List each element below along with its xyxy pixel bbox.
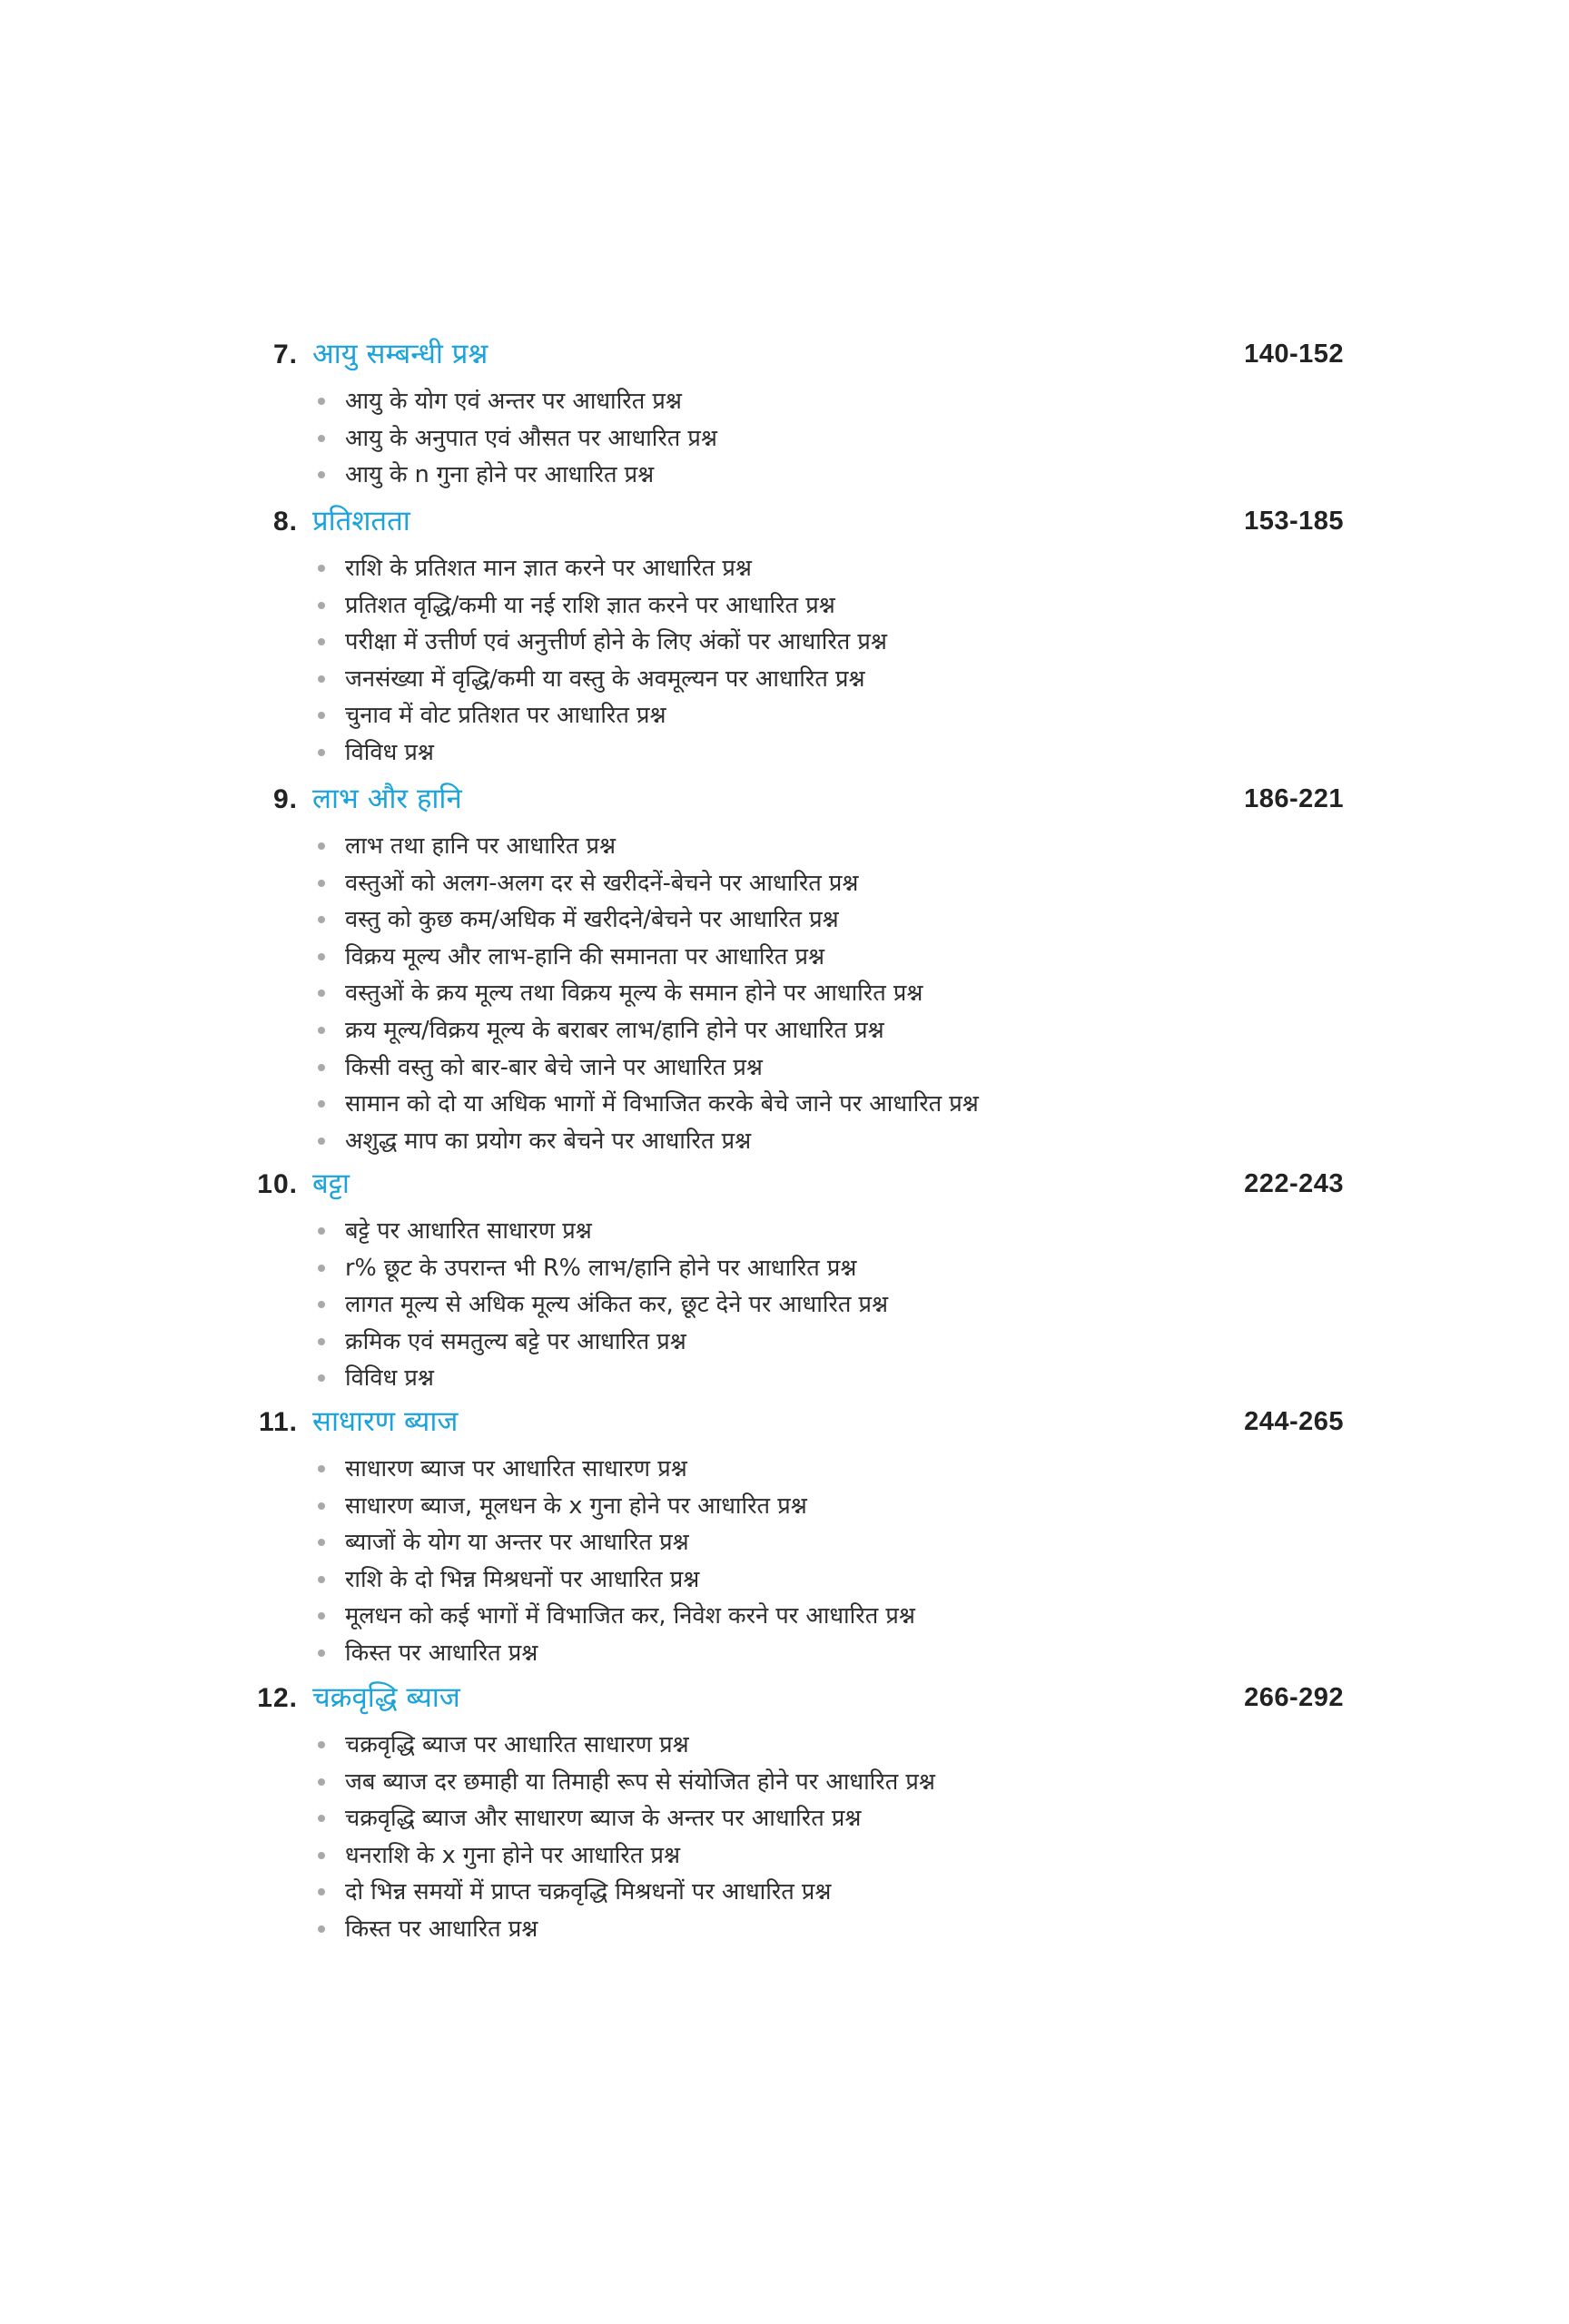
topic-item bbox=[0, 1360, 1569, 1397]
bullet-icon bbox=[318, 1852, 325, 1859]
chapter-section bbox=[0, 783, 1569, 1159]
topic-item bbox=[0, 1800, 1569, 1837]
topic-item bbox=[0, 1213, 1569, 1250]
chapter-page-range[interactable]: 222-243 bbox=[1244, 1169, 1344, 1198]
topic-text: विक्रय मूल्य और लाभ-हानि की समानता पर आधारित प्रश्न bbox=[345, 942, 825, 970]
topic-item bbox=[0, 828, 1569, 865]
bullet-icon bbox=[318, 1338, 325, 1345]
bullet-icon bbox=[318, 675, 325, 683]
chapter-section bbox=[0, 1681, 1569, 1948]
topic-text: वस्तुओं को अलग-अलग दर से खरीदनें-बेचने पर आधारित प्रश्न bbox=[345, 869, 859, 897]
topic-list bbox=[0, 828, 1569, 1159]
chapter-page-range[interactable]: 266-292 bbox=[1244, 1683, 1344, 1712]
topic-text: आयु के योग एवं अन्तर पर आधारित प्रश्न bbox=[345, 388, 682, 415]
topic-item bbox=[0, 1250, 1569, 1287]
topic-item bbox=[0, 1561, 1569, 1599]
topic-text: क्रय मूल्य/विक्रय मूल्य के बराबर लाभ/हानि होने पर आधारित प्रश्न bbox=[345, 1016, 884, 1044]
topic-item bbox=[0, 624, 1569, 661]
chapter-title[interactable]: बट्टा bbox=[312, 1167, 350, 1200]
topic-item bbox=[0, 697, 1569, 734]
bullet-icon bbox=[318, 1576, 325, 1583]
topic-text: विविध प्रश्न bbox=[345, 1364, 434, 1393]
topic-item bbox=[0, 550, 1569, 587]
topic-item bbox=[0, 901, 1569, 939]
bullet-icon bbox=[318, 471, 325, 478]
topic-item bbox=[0, 457, 1569, 494]
chapter-number: 8. bbox=[272, 507, 298, 537]
topic-text: लाभ तथा हानि पर आधारित प्रश्न bbox=[345, 832, 617, 860]
bullet-icon bbox=[318, 880, 325, 887]
bullet-icon bbox=[318, 565, 325, 572]
topic-list bbox=[0, 383, 1569, 494]
bullet-icon bbox=[318, 1612, 325, 1620]
topic-text: साधारण ब्याज, मूलधन के x गुना होने पर आधारित प्रश्न bbox=[345, 1492, 807, 1520]
topic-text: किस्त पर आधारित प्रश्न bbox=[345, 1639, 538, 1667]
chapter-section bbox=[0, 1405, 1569, 1672]
topic-text: दो भिन्न समयों में प्राप्त चक्रवृद्धि मिश्रधनों पर आधारित प्रश्न bbox=[345, 1878, 832, 1906]
bullet-icon bbox=[318, 1100, 325, 1108]
chapter-heading bbox=[0, 338, 1569, 383]
bullet-icon bbox=[318, 1465, 325, 1472]
bullet-icon bbox=[318, 1137, 325, 1145]
bullet-icon bbox=[318, 1778, 325, 1786]
chapter-heading bbox=[0, 1167, 1569, 1213]
bullet-icon bbox=[318, 1539, 325, 1546]
topic-item bbox=[0, 1635, 1569, 1672]
topic-item bbox=[0, 1598, 1569, 1635]
bullet-icon bbox=[318, 1064, 325, 1071]
bullet-icon bbox=[318, 435, 325, 442]
topic-list bbox=[0, 1451, 1569, 1672]
topic-text: जनसंख्या में वृद्धि/कमी या वस्तु के अवमूल्यन पर आधारित प्रश्न bbox=[345, 665, 865, 693]
chapter-section bbox=[0, 338, 1569, 494]
bullet-icon bbox=[318, 1265, 325, 1272]
topic-item bbox=[0, 1086, 1569, 1123]
topic-list bbox=[0, 1213, 1569, 1397]
topic-text: आयु के अनुपात एवं औसत पर आधारित प्रश्न bbox=[345, 424, 717, 452]
chapter-number: 7. bbox=[272, 340, 298, 369]
topic-text: लागत मूल्य से अधिक मूल्य अंकित कर, छूट देने पर आधारित प्रश्न bbox=[345, 1291, 889, 1319]
chapter-title[interactable]: चक्रवृद्धि ब्याज bbox=[312, 1681, 460, 1714]
topic-text: धनराशि के x गुना होने पर आधारित प्रश्न bbox=[345, 1841, 681, 1869]
topic-text: चक्रवृद्धि ब्याज और साधारण ब्याज के अन्तर पर आधारित प्रश्न bbox=[345, 1805, 862, 1833]
topic-text: सामान को दो या अधिक भागों में विभाजित करके बेचे जाने पर आधारित प्रश्न bbox=[345, 1090, 979, 1118]
bullet-icon bbox=[318, 1227, 325, 1235]
topic-item bbox=[0, 1049, 1569, 1087]
topic-text: बट्टे पर आधारित साधारण प्रश्न bbox=[345, 1217, 592, 1245]
chapter-heading bbox=[0, 1405, 1569, 1451]
topic-item bbox=[0, 1764, 1569, 1801]
bullet-icon bbox=[318, 1888, 325, 1896]
topic-item bbox=[0, 1727, 1569, 1764]
topic-list bbox=[0, 550, 1569, 772]
chapter-number: 12. bbox=[257, 1683, 298, 1713]
topic-item bbox=[0, 734, 1569, 772]
chapter-page-range[interactable]: 186-221 bbox=[1244, 784, 1344, 813]
bullet-icon bbox=[318, 842, 325, 850]
bullet-icon bbox=[318, 916, 325, 923]
topic-item bbox=[0, 1012, 1569, 1049]
bullet-icon bbox=[318, 1502, 325, 1510]
chapter-heading bbox=[0, 505, 1569, 550]
topic-item bbox=[0, 865, 1569, 902]
topic-text: r% छूट के उपरान्त भी R% लाभ/हानि होने पर आधारित प्रश्न bbox=[345, 1254, 857, 1282]
topic-text: राशि के प्रतिशत मान ज्ञात करने पर आधारित प्रश्न bbox=[345, 555, 752, 582]
chapter-number: 9. bbox=[272, 784, 298, 814]
topic-item bbox=[0, 939, 1569, 976]
topic-list bbox=[0, 1727, 1569, 1948]
topic-item bbox=[0, 1123, 1569, 1160]
chapter-page-range[interactable]: 153-185 bbox=[1244, 507, 1344, 536]
chapter-title[interactable]: प्रतिशतता bbox=[312, 505, 410, 537]
topic-text: राशि के दो भिन्न मिश्रधनों पर आधारित प्रश्न bbox=[345, 1565, 700, 1593]
topic-item bbox=[0, 1451, 1569, 1488]
topic-text: अशुद्ध माप का प्रयोग कर बेचने पर आधारित प्रश्न bbox=[345, 1127, 752, 1155]
chapter-number: 10. bbox=[257, 1169, 298, 1199]
bullet-icon bbox=[318, 712, 325, 719]
topic-item bbox=[0, 587, 1569, 625]
chapter-section bbox=[0, 505, 1569, 772]
bullet-icon bbox=[318, 398, 325, 405]
bullet-icon bbox=[318, 1027, 325, 1034]
bullet-icon bbox=[318, 1925, 325, 1933]
topic-item bbox=[0, 1524, 1569, 1561]
topic-text: वस्तुओं के क्रय मूल्य तथा विक्रय मूल्य के समान होने पर आधारित प्रश्न bbox=[345, 980, 923, 1008]
topic-item bbox=[0, 420, 1569, 458]
bullet-icon bbox=[318, 602, 325, 609]
chapter-title[interactable]: लाभ और हानि bbox=[312, 783, 462, 815]
topic-text: परीक्षा में उत्तीर्ण एवं अनुत्तीर्ण होने के लिए अंकों पर आधारित प्रश्न bbox=[345, 628, 887, 656]
topic-text: चुनाव में वोट प्रतिशत पर आधारित प्रश्न bbox=[345, 702, 666, 730]
bullet-icon bbox=[318, 749, 325, 756]
chapter-section bbox=[0, 1167, 1569, 1397]
chapter-page-range[interactable]: 244-265 bbox=[1244, 1407, 1344, 1436]
bullet-icon bbox=[318, 1815, 325, 1822]
topic-item bbox=[0, 1488, 1569, 1525]
bullet-icon bbox=[318, 1741, 325, 1748]
chapter-page-range[interactable]: 140-152 bbox=[1244, 340, 1344, 369]
topic-text: साधारण ब्याज पर आधारित साधारण प्रश्न bbox=[345, 1455, 687, 1482]
topic-item bbox=[0, 1837, 1569, 1875]
bullet-icon bbox=[318, 990, 325, 997]
topic-text: आयु के n गुना होने पर आधारित प्रश्न bbox=[345, 461, 655, 489]
topic-text: चक्रवृद्धि ब्याज पर आधारित साधारण प्रश्न bbox=[345, 1731, 689, 1758]
chapter-title[interactable]: साधारण ब्याज bbox=[312, 1405, 459, 1438]
bullet-icon bbox=[318, 638, 325, 645]
topic-text: किसी वस्तु को बार-बार बेचे जाने पर आधारित प्रश्न bbox=[345, 1053, 763, 1081]
topic-item bbox=[0, 383, 1569, 420]
topic-text: क्रमिक एवं समतुल्य बट्टे पर आधारित प्रश्न bbox=[345, 1327, 686, 1355]
chapter-title[interactable]: आयु सम्बन्धी प्रश्न bbox=[312, 338, 488, 370]
topic-item bbox=[0, 1286, 1569, 1324]
topic-text: जब ब्याज दर छमाही या तिमाही रूप से संयोजित होने पर आधारित प्रश्न bbox=[345, 1768, 935, 1796]
topic-text: किस्त पर आधारित प्रश्न bbox=[345, 1915, 538, 1943]
chapter-heading bbox=[0, 783, 1569, 828]
topic-item bbox=[0, 1874, 1569, 1911]
topic-item bbox=[0, 661, 1569, 698]
topic-item bbox=[0, 975, 1569, 1012]
topic-item bbox=[0, 1911, 1569, 1948]
chapter-number: 11. bbox=[258, 1407, 298, 1437]
bullet-icon bbox=[318, 953, 325, 960]
topic-text: वस्तु को कुछ कम/अधिक में खरीदने/बेचने पर आधारित प्रश्न bbox=[345, 906, 839, 934]
topic-item bbox=[0, 1324, 1569, 1361]
topic-text: प्रतिशत वृद्धि/कमी या नई राशि ज्ञात करने पर आधारित प्रश्न bbox=[345, 591, 835, 619]
bullet-icon bbox=[318, 1649, 325, 1657]
chapter-heading bbox=[0, 1681, 1569, 1727]
topic-text: ब्याजों के योग या अन्तर पर आधारित प्रश्न bbox=[345, 1529, 689, 1557]
topic-text: विविध प्रश्न bbox=[345, 738, 434, 766]
topic-text: मूलधन को कई भागों में विभाजित कर, निवेश करने पर आधारित प्रश्न bbox=[345, 1602, 915, 1630]
bullet-icon bbox=[318, 1301, 325, 1308]
bullet-icon bbox=[318, 1374, 325, 1382]
